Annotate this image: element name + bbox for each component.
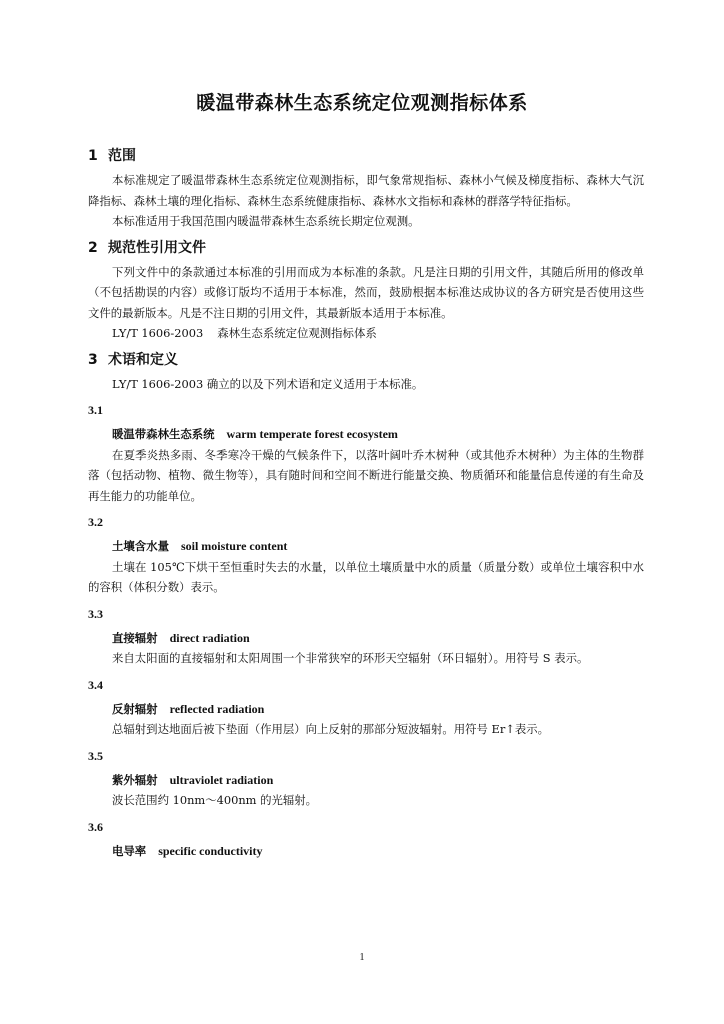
section-title: 规范性引用文件 — [108, 239, 206, 256]
clause-number: 3.4 — [88, 677, 103, 692]
term-chinese: 暖温带森林生态系统 — [112, 427, 215, 441]
term-heading — [88, 770, 644, 791]
clause-number: 3.2 — [88, 515, 103, 529]
section-title: 范围 — [108, 148, 136, 164]
term-heading — [88, 424, 644, 445]
term-heading — [88, 628, 644, 649]
term-heading — [88, 699, 644, 720]
normative-references-paragraph: 下列文件中的条款通过本标准的引用而成为本标准的条款。凡是注日期的引用文件，其随后所用的修改单（不包括勘误的内容）或修订版均不适用于本标准，然而，鼓励根据本标准达成协议的各方研究是否使用这些文件的最新版本。凡是不注日期的引用文件，其最新版本适用于本标准。 — [88, 264, 644, 320]
page-number: 1 — [359, 952, 365, 963]
term-heading — [88, 536, 644, 557]
scope-paragraph: 本标准规定了暖温带森林生态系统定位观测指标，即气象常规指标、森林小气候及梯度指标、森林大气沉降指标、森林土壤的理化指标、森林生态系统健康指标、森林水文指标和森林的群落学特征指标。 — [88, 173, 644, 208]
term-english: ultraviolet radiation — [169, 772, 274, 787]
reference-code: LY/T 1606-2003 — [112, 326, 204, 340]
section-title: 术语和定义 — [108, 351, 178, 368]
term-chinese: 直接辐射 — [112, 630, 158, 645]
clause-number: 3.6 — [88, 819, 103, 834]
reference-title: 森林生态系统定位观测指标体系 — [217, 326, 377, 340]
clause-number: 3.1 — [88, 403, 103, 417]
document-title: 暖温带森林生态系统定位观测指标体系 — [196, 92, 528, 114]
term-chinese: 土壤含水量 — [112, 539, 169, 553]
term-definition: 来自太阳面的直接辐射和太阳周围一个非常狭窄的环形天空辐射（环日辐射）。用符号 S 表示。 — [112, 651, 589, 665]
clause-number: 3.5 — [88, 748, 103, 763]
section-number: 1 — [88, 148, 98, 164]
terms-intro-paragraph: LY/T 1606-2003 确立的以及下列术语和定义适用于本标准。 — [112, 376, 424, 391]
reference-entry — [88, 323, 644, 344]
term-definition: 土壤在 105℃下烘干至恒重时失去的水量，以单位土壤质量中水的质量（质量分数）或单位土壤容积中水的容积（体积分数）表示。 — [88, 559, 644, 594]
term-heading — [88, 841, 644, 862]
term-chinese: 紫外辐射 — [112, 772, 158, 787]
term-english: reflected radiation — [169, 701, 265, 716]
term-english: warm temperate forest ecosystem — [226, 427, 398, 441]
section-number: 3 — [88, 351, 98, 368]
section-2-heading — [88, 238, 644, 258]
term-chinese: 反射辐射 — [112, 701, 158, 716]
section-number: 2 — [88, 239, 98, 256]
document-body — [88, 146, 644, 861]
term-definition: 波长范围约 10nm～400nm 的光辐射。 — [112, 793, 318, 807]
section-1-heading — [88, 146, 644, 166]
term-english: specific conductivity — [158, 843, 263, 858]
term-definition: 总辐射到达地面后被下垫面（作用层）向上反射的那部分短波辐射。用符号 Er↑表示。 — [112, 722, 549, 736]
term-chinese: 电导率 — [112, 843, 147, 858]
section-3-heading — [88, 350, 644, 370]
scope-applicability-paragraph: 本标准适用于我国范围内暖温带森林生态系统长期定位观测。 — [112, 214, 420, 228]
term-english: direct radiation — [169, 630, 250, 645]
term-english: soil moisture content — [180, 539, 288, 553]
clause-number: 3.3 — [88, 606, 103, 621]
term-definition: 在夏季炎热多雨、冬季寒冷干燥的气候条件下，以落叶阔叶乔木树种（或其他乔木树种）为主体的生物群落（包括动物、植物、微生物等），具有随时间和空间不断进行能量交换、物质循环和能量信息传递的有生命及再生能力的功能单位。 — [88, 447, 644, 503]
